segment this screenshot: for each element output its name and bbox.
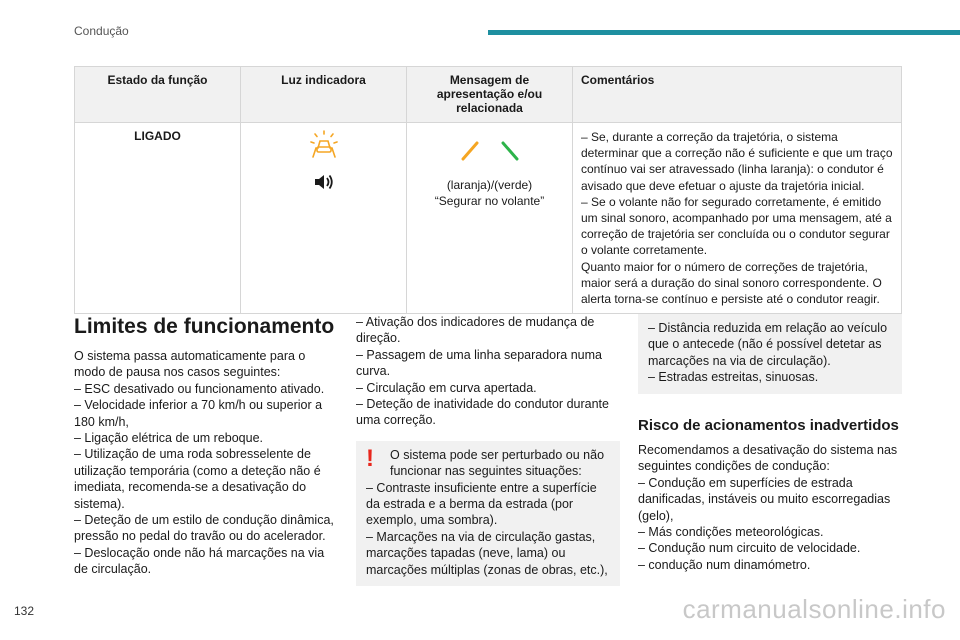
lane-departure-warning-icon	[309, 129, 339, 159]
warning-head-text: O sistema pode ser perturbado ou não funcionar nas seguintes situações:	[390, 447, 605, 479]
comment-paragraph: Quanto maior for o número de correções de trajetória, maior será a duração do sinal sonoro correspondente. O alerta torna-se contínuo e persiste até o condutor reagir.	[581, 259, 882, 307]
column-right	[638, 314, 902, 573]
header-function-state: Estado da função	[75, 67, 241, 123]
list-item: – Contraste insuficiente entre a superfície da estrada e a berma da estrada (por exemplo, uma sombra).	[366, 480, 597, 528]
cell-indicator-light	[241, 123, 407, 314]
section-header-title: Condução	[74, 24, 129, 38]
green-line-icon	[501, 141, 519, 161]
sound-icon	[313, 173, 335, 191]
section-title-risk: Risco de acionamentos inadvertidos	[638, 416, 899, 434]
comment-paragraph: – Se, durante a correção da trajetória, o sistema determinar que a correção não é suficiente e que um traço contínuo vai ser atravessado (linha laranja): o condutor é avisado que deve efetuar o ajuste da trajetória inicial.	[581, 130, 893, 193]
list-item: – Deteção de inatividade do condutor durante uma correção.	[356, 397, 609, 428]
limits-intro: O sistema passa automaticamente para o modo de pausa nos casos seguintes:	[74, 349, 306, 380]
cell-comments	[573, 123, 902, 314]
column-middle	[356, 314, 620, 586]
list-item: – ESC desativado ou funcionamento ativado.	[74, 381, 325, 396]
list-item: – Utilização de uma roda sobresselente de utilização temporária (como a deteção não é imediata, recomenda-se a desativação do sistema).	[74, 447, 321, 511]
risk-intro: Recomendamos a desativação do sistema nas seguintes condições de condução:	[638, 443, 898, 474]
column-left	[74, 314, 339, 578]
exclamation-warning-icon: !	[366, 444, 374, 472]
watermark-text: carmanualsonline.info	[682, 594, 946, 624]
comment-paragraph: – Se o volante não for segurado corretamente, é emitido um sinal sonoro, acompanhado por uma mensagem, até a correção de trajetória ser concluída ou o condutor segurar o volante corretamente.	[581, 194, 892, 258]
cell-message	[407, 123, 573, 314]
list-item: – Ativação dos indicadores de mudança de direção.	[356, 315, 595, 346]
list-item: – Deslocação onde não há marcações na via de circulação.	[74, 545, 325, 577]
orange-line-icon	[461, 141, 479, 161]
list-item: – Estradas estreitas, sinuosas.	[648, 370, 819, 385]
message-color-text: (laranja)/(verde)	[446, 178, 533, 192]
list-item: – Condução em superfícies de estrada danificadas, instáveis ou muito escorregadias (gelo),	[638, 475, 891, 523]
header-comments: Comentários	[573, 67, 902, 123]
table-header-row	[75, 67, 902, 123]
header-message: Mensagem de apresentação e/ou relacionada	[407, 67, 573, 123]
page-number: 132	[14, 604, 35, 618]
list-item: – Condução num circuito de velocidade.	[638, 541, 861, 556]
warning-box	[356, 441, 620, 586]
list-item: – Deteção de um estilo de condução dinâmica, pressão no pedal do travão ou do acelerador.	[74, 513, 334, 544]
info-box	[638, 314, 902, 394]
list-item: – Distância reduzida em relação ao veículo que o antecede (não é possível detetar as marcações na via de circulação).	[648, 321, 888, 368]
function-status-table	[74, 66, 902, 314]
list-item: – condução num dinamómetro.	[638, 557, 811, 572]
header-accent-bar	[488, 30, 960, 35]
list-item: – Passagem de uma linha separadora numa curva.	[356, 347, 602, 379]
header-indicator-light: Luz indicadora	[241, 67, 407, 123]
message-text: “Segurar no volante”	[434, 194, 545, 208]
section-title-limits: Limites de funcionamento	[74, 315, 335, 338]
list-item: – Circulação em curva apertada.	[356, 380, 537, 395]
list-item: – Más condições meteorológicas.	[638, 525, 824, 540]
table-row	[75, 123, 902, 314]
list-item: – Marcações na via de circulação gastas, marcações tapadas (neve, lama) ou marcações múltiplas (zonas de obras, etc.),	[366, 529, 608, 577]
cell-state: LIGADO	[75, 123, 241, 314]
list-item: – Ligação elétrica de um reboque.	[74, 431, 264, 446]
list-item: – Velocidade inferior a 70 km/h ou superior a 180 km/h,	[74, 398, 323, 429]
